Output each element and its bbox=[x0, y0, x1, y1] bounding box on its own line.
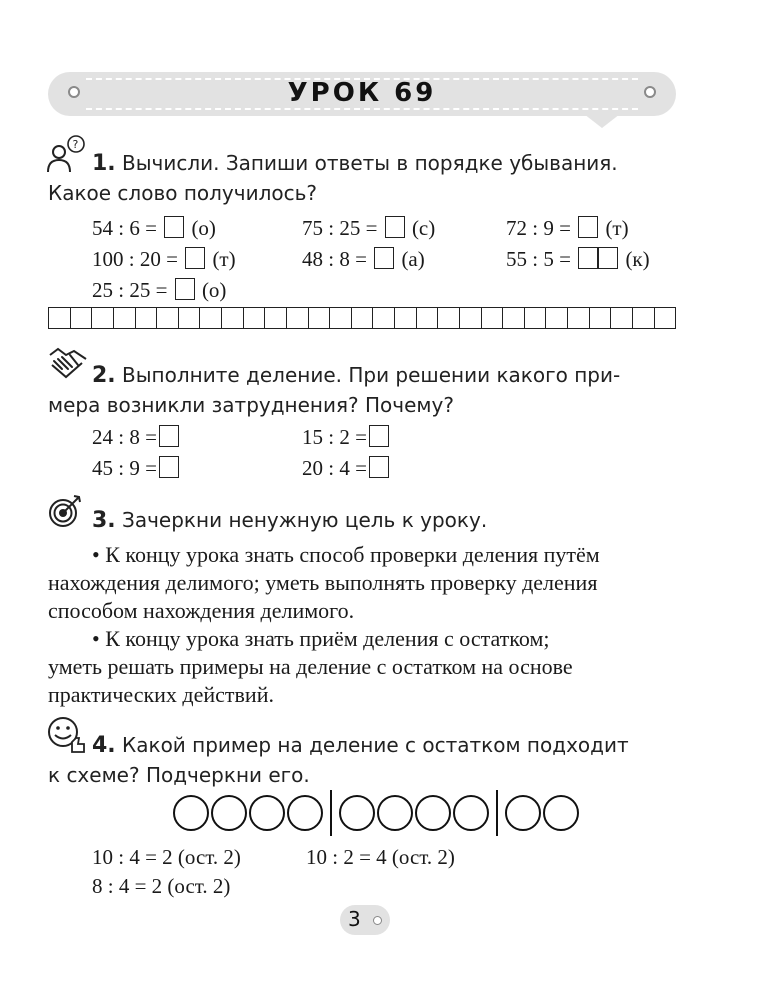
task1-example bbox=[92, 275, 226, 305]
example-expression: 72 : 9 = bbox=[506, 216, 571, 240]
word-cell[interactable] bbox=[91, 307, 113, 329]
word-cell[interactable] bbox=[372, 307, 394, 329]
scheme-circle bbox=[415, 795, 451, 831]
example-expression: 48 : 8 = bbox=[302, 247, 367, 271]
lesson-banner bbox=[48, 72, 676, 116]
word-cell[interactable] bbox=[221, 307, 243, 329]
word-cell[interactable] bbox=[502, 307, 524, 329]
answer-box[interactable] bbox=[185, 247, 205, 269]
task1-example bbox=[506, 213, 629, 243]
word-cell[interactable] bbox=[70, 307, 92, 329]
example-letter: (к) bbox=[625, 247, 650, 271]
division-option[interactable]: 10 : 2 = 4 (ост. 2) bbox=[306, 845, 455, 869]
example-letter: (т) bbox=[605, 216, 629, 240]
word-cell[interactable] bbox=[481, 307, 503, 329]
task2-line1 bbox=[92, 360, 620, 391]
example-expression: 54 : 6 = bbox=[92, 216, 157, 240]
goal1-line3: способом нахождения делимого. bbox=[48, 598, 355, 623]
task3-text: Зачеркни ненужную цель к уроку. bbox=[122, 508, 488, 532]
answer-box[interactable] bbox=[159, 425, 179, 447]
word-cell[interactable] bbox=[351, 307, 373, 329]
task1-text-line1: Вычисли. Запиши ответы в порядке убывания. bbox=[122, 151, 618, 175]
example-letter: (с) bbox=[411, 216, 436, 240]
task2-example bbox=[302, 453, 391, 483]
task3-line bbox=[92, 505, 487, 536]
word-cell[interactable] bbox=[199, 307, 221, 329]
word-cell[interactable] bbox=[264, 307, 286, 329]
svg-text:?: ? bbox=[72, 138, 79, 151]
smiley-thumb-icon bbox=[46, 716, 88, 754]
lesson-title: УРОК 69 bbox=[287, 78, 437, 108]
goal1-line2: нахождения делимого; уметь выполнять проверку деления bbox=[48, 570, 598, 595]
scheme-circle bbox=[211, 795, 247, 831]
example-expression: 24 : 8 = bbox=[92, 425, 157, 449]
task1-number: 1. bbox=[92, 151, 116, 176]
example-expression: 100 : 20 = bbox=[92, 247, 178, 271]
task2-example bbox=[302, 422, 391, 452]
task4-text-line1: Какой пример на деление с остатком подходит bbox=[122, 733, 629, 757]
example-expression: 75 : 25 = bbox=[302, 216, 378, 240]
word-cell[interactable] bbox=[545, 307, 567, 329]
scheme-circle bbox=[377, 795, 413, 831]
task2-text-line1: Выполните деление. При решении какого при- bbox=[122, 363, 621, 387]
word-cell[interactable] bbox=[589, 307, 611, 329]
page-number-badge bbox=[340, 905, 390, 935]
example-letter: (т) bbox=[212, 247, 236, 271]
word-cell[interactable] bbox=[48, 307, 70, 329]
group-divider bbox=[496, 790, 498, 836]
answer-box[interactable] bbox=[385, 216, 405, 238]
page-dot-icon bbox=[373, 916, 382, 925]
answer-box-double[interactable] bbox=[578, 247, 618, 269]
example-expression: 15 : 2 = bbox=[302, 425, 367, 449]
task3-number: 3. bbox=[92, 508, 116, 533]
answer-box[interactable] bbox=[374, 247, 394, 269]
example-expression: 25 : 25 = bbox=[92, 278, 168, 302]
word-cell[interactable] bbox=[308, 307, 330, 329]
word-cell[interactable] bbox=[567, 307, 589, 329]
group-divider bbox=[330, 790, 332, 836]
task2-number: 2. bbox=[92, 363, 116, 388]
scheme-circle bbox=[249, 795, 285, 831]
example-letter: (о) bbox=[191, 216, 216, 240]
word-cell[interactable] bbox=[135, 307, 157, 329]
word-cell[interactable] bbox=[416, 307, 438, 329]
example-expression: 20 : 4 = bbox=[302, 456, 367, 480]
target-icon bbox=[48, 494, 82, 528]
scheme-circle bbox=[339, 795, 375, 831]
task1-text-line2: Какое слово получилось? bbox=[48, 181, 317, 205]
word-cell[interactable] bbox=[329, 307, 351, 329]
task2-text-line2: мера возникли затруднения? Почему? bbox=[48, 393, 454, 417]
speaking-head-icon bbox=[46, 134, 90, 174]
example-expression: 55 : 5 = bbox=[506, 247, 571, 271]
word-cell[interactable] bbox=[113, 307, 135, 329]
task1-example bbox=[302, 213, 435, 243]
task1-example bbox=[92, 244, 236, 274]
word-cell[interactable] bbox=[243, 307, 265, 329]
division-option[interactable]: 8 : 4 = 2 (ост. 2) bbox=[92, 874, 231, 898]
circle-scheme bbox=[172, 788, 580, 838]
goal2-line3: практических действий. bbox=[48, 682, 274, 707]
goal-2[interactable] bbox=[48, 625, 678, 709]
task1-example bbox=[92, 213, 216, 243]
answer-box[interactable] bbox=[159, 456, 179, 478]
word-cell[interactable] bbox=[632, 307, 654, 329]
scheme-circle bbox=[287, 795, 323, 831]
answer-box[interactable] bbox=[164, 216, 184, 238]
task1-example bbox=[506, 244, 650, 274]
task1-example bbox=[302, 244, 425, 274]
answer-box[interactable] bbox=[578, 216, 598, 238]
word-cell[interactable] bbox=[178, 307, 200, 329]
word-cell[interactable] bbox=[286, 307, 308, 329]
goal2-line1: • К концу урока знать приём деления с остатком; bbox=[92, 626, 550, 651]
task2-example bbox=[92, 422, 181, 452]
word-cell[interactable] bbox=[394, 307, 416, 329]
example-expression: 45 : 9 = bbox=[92, 456, 157, 480]
answer-box[interactable] bbox=[175, 278, 195, 300]
task4-number: 4. bbox=[92, 733, 116, 758]
word-cell[interactable] bbox=[610, 307, 632, 329]
goal-1[interactable] bbox=[48, 541, 678, 625]
goal2-line2: уметь решать примеры на деление с остатком на основе bbox=[48, 654, 573, 679]
word-cell[interactable] bbox=[654, 307, 677, 329]
banner-tail bbox=[584, 114, 620, 128]
example-letter: (а) bbox=[401, 247, 425, 271]
word-cell[interactable] bbox=[524, 307, 546, 329]
scheme-circle bbox=[173, 795, 209, 831]
word-cell[interactable] bbox=[156, 307, 178, 329]
word-cell[interactable] bbox=[437, 307, 459, 329]
scheme-circle bbox=[453, 795, 489, 831]
task4-text-line2: к схеме? Подчеркни его. bbox=[48, 763, 310, 787]
task2-example bbox=[92, 453, 181, 483]
division-option[interactable]: 10 : 4 = 2 (ост. 2) bbox=[92, 845, 241, 869]
answer-box[interactable] bbox=[369, 456, 389, 478]
word-answer-row[interactable] bbox=[48, 307, 676, 329]
page-number: 3 bbox=[348, 907, 361, 931]
scheme-circle bbox=[543, 795, 579, 831]
goal1-line1: • К концу урока знать способ проверки деления путём bbox=[92, 542, 600, 567]
answer-box[interactable] bbox=[369, 425, 389, 447]
task1-line1 bbox=[92, 148, 618, 179]
scheme-circle bbox=[505, 795, 541, 831]
example-letter: (о) bbox=[201, 278, 227, 302]
word-cell[interactable] bbox=[459, 307, 481, 329]
handshake-icon bbox=[48, 345, 88, 381]
task4-line1 bbox=[92, 730, 629, 761]
